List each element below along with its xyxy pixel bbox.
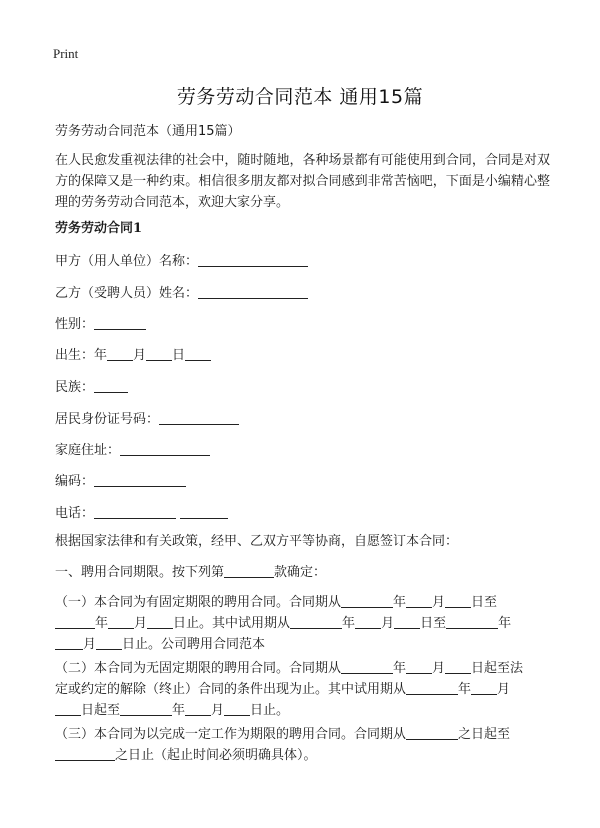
field-label: 居民身份证号码： [55,412,160,427]
clause-1-3-line1: （三）本合同为以完成一定工作为期限的聘用合同。合同期从 之日起至 [55,727,511,742]
blank-line [224,563,274,578]
blank-line [180,504,228,519]
field-id-number [55,408,239,427]
blank-line [55,701,81,716]
blank-line [120,701,172,716]
clause-1-2-line2: 定或约定的解除（终止）合同的条件出现为止。其中试用期从 年 月 [55,682,511,697]
blank-line [224,701,250,716]
blank-line [94,315,146,330]
blank-line [198,252,308,267]
blank-line [394,614,420,629]
page-title: 劳务劳动合同范本 通用15篇 [176,86,424,108]
field-ethnicity [55,376,128,395]
blank-line [341,593,393,608]
blank-line [341,659,393,674]
blank-line [406,680,458,695]
blank-line [55,614,95,629]
field-label: 性别： [55,317,95,332]
blank-line [355,614,381,629]
clause-1-2-line1: （二）本合同为无固定期限的聘用合同。合同期从 年 月 日起至法 [55,661,524,676]
print-link[interactable]: Print [53,46,79,61]
blank-line [406,659,432,674]
blank-line [94,472,186,487]
field-gender [55,313,146,332]
clause-1-2-line3: 日起至 年 月 日止。 [55,700,289,721]
intro-paragraph: 在人民愈发重视法律的社会中，随时随地，各种场景都有可能使用到合同，合同是对双方的保障又是一种约束。相信很多朋友都对拟合同感到非常苦恼吧，下面是小编精心整理的劳务劳动合同范本，欢迎大家分享。 [55,153,550,210]
blank-line [96,635,122,650]
clause-1-3-line2: 之日止（起止时间必须明确具体）。 [55,745,317,766]
blank-line [290,614,342,629]
basis-paragraph: 根据国家法律和有关政策，经甲、乙双方平等协商，自愿签订本合同： [55,534,459,549]
blank-line [445,593,471,608]
blank-line [94,378,128,393]
field-label: 家庭住址： [55,443,121,458]
blank-line [446,614,498,629]
blank-line [146,346,172,361]
field-birth: 出生：年 月 日 [55,344,211,363]
section-title: 劳务劳动合同1 [55,221,143,236]
blank-line [471,680,497,695]
blank-line [55,746,115,761]
clause-1-1-line1: （一）本合同为有固定期限的聘用合同。合同期从 年 月 日至 [55,595,498,610]
field-label: 电话： [55,506,95,521]
blank-line [406,593,432,608]
field-address [55,439,210,458]
field-label: 民族： [55,380,95,395]
blank-line [185,346,211,361]
blank-line [159,410,239,425]
blank-line [147,614,173,629]
field-party-b [55,282,308,301]
blank-line [55,635,83,650]
document-subtitle: 劳务劳动合同范本（通用15篇） [55,124,241,139]
blank-line [406,725,458,740]
blank-line [94,504,176,519]
field-label: 编码： [55,474,95,489]
blank-line [445,659,471,674]
blank-line [120,441,210,456]
clause-1-1-line2: 年 月 日止。其中试用期从 年 月 日至 年 [55,613,511,634]
field-postcode [55,470,186,489]
field-label: 出生： [55,348,95,363]
blank-line [108,614,134,629]
clause-1: 一、聘用合同期限。按下列第 款确定： [55,565,327,580]
field-label: 甲方（用人单位）名称： [55,254,199,269]
field-phone [55,502,228,521]
field-party-a [55,250,308,269]
clause-1-1-line3: 月 日止。公司聘用合同范本 [55,634,265,655]
field-label: 乙方（受聘人员）姓名： [55,286,199,301]
blank-line [107,346,133,361]
blank-line [185,701,211,716]
blank-line [198,284,308,299]
